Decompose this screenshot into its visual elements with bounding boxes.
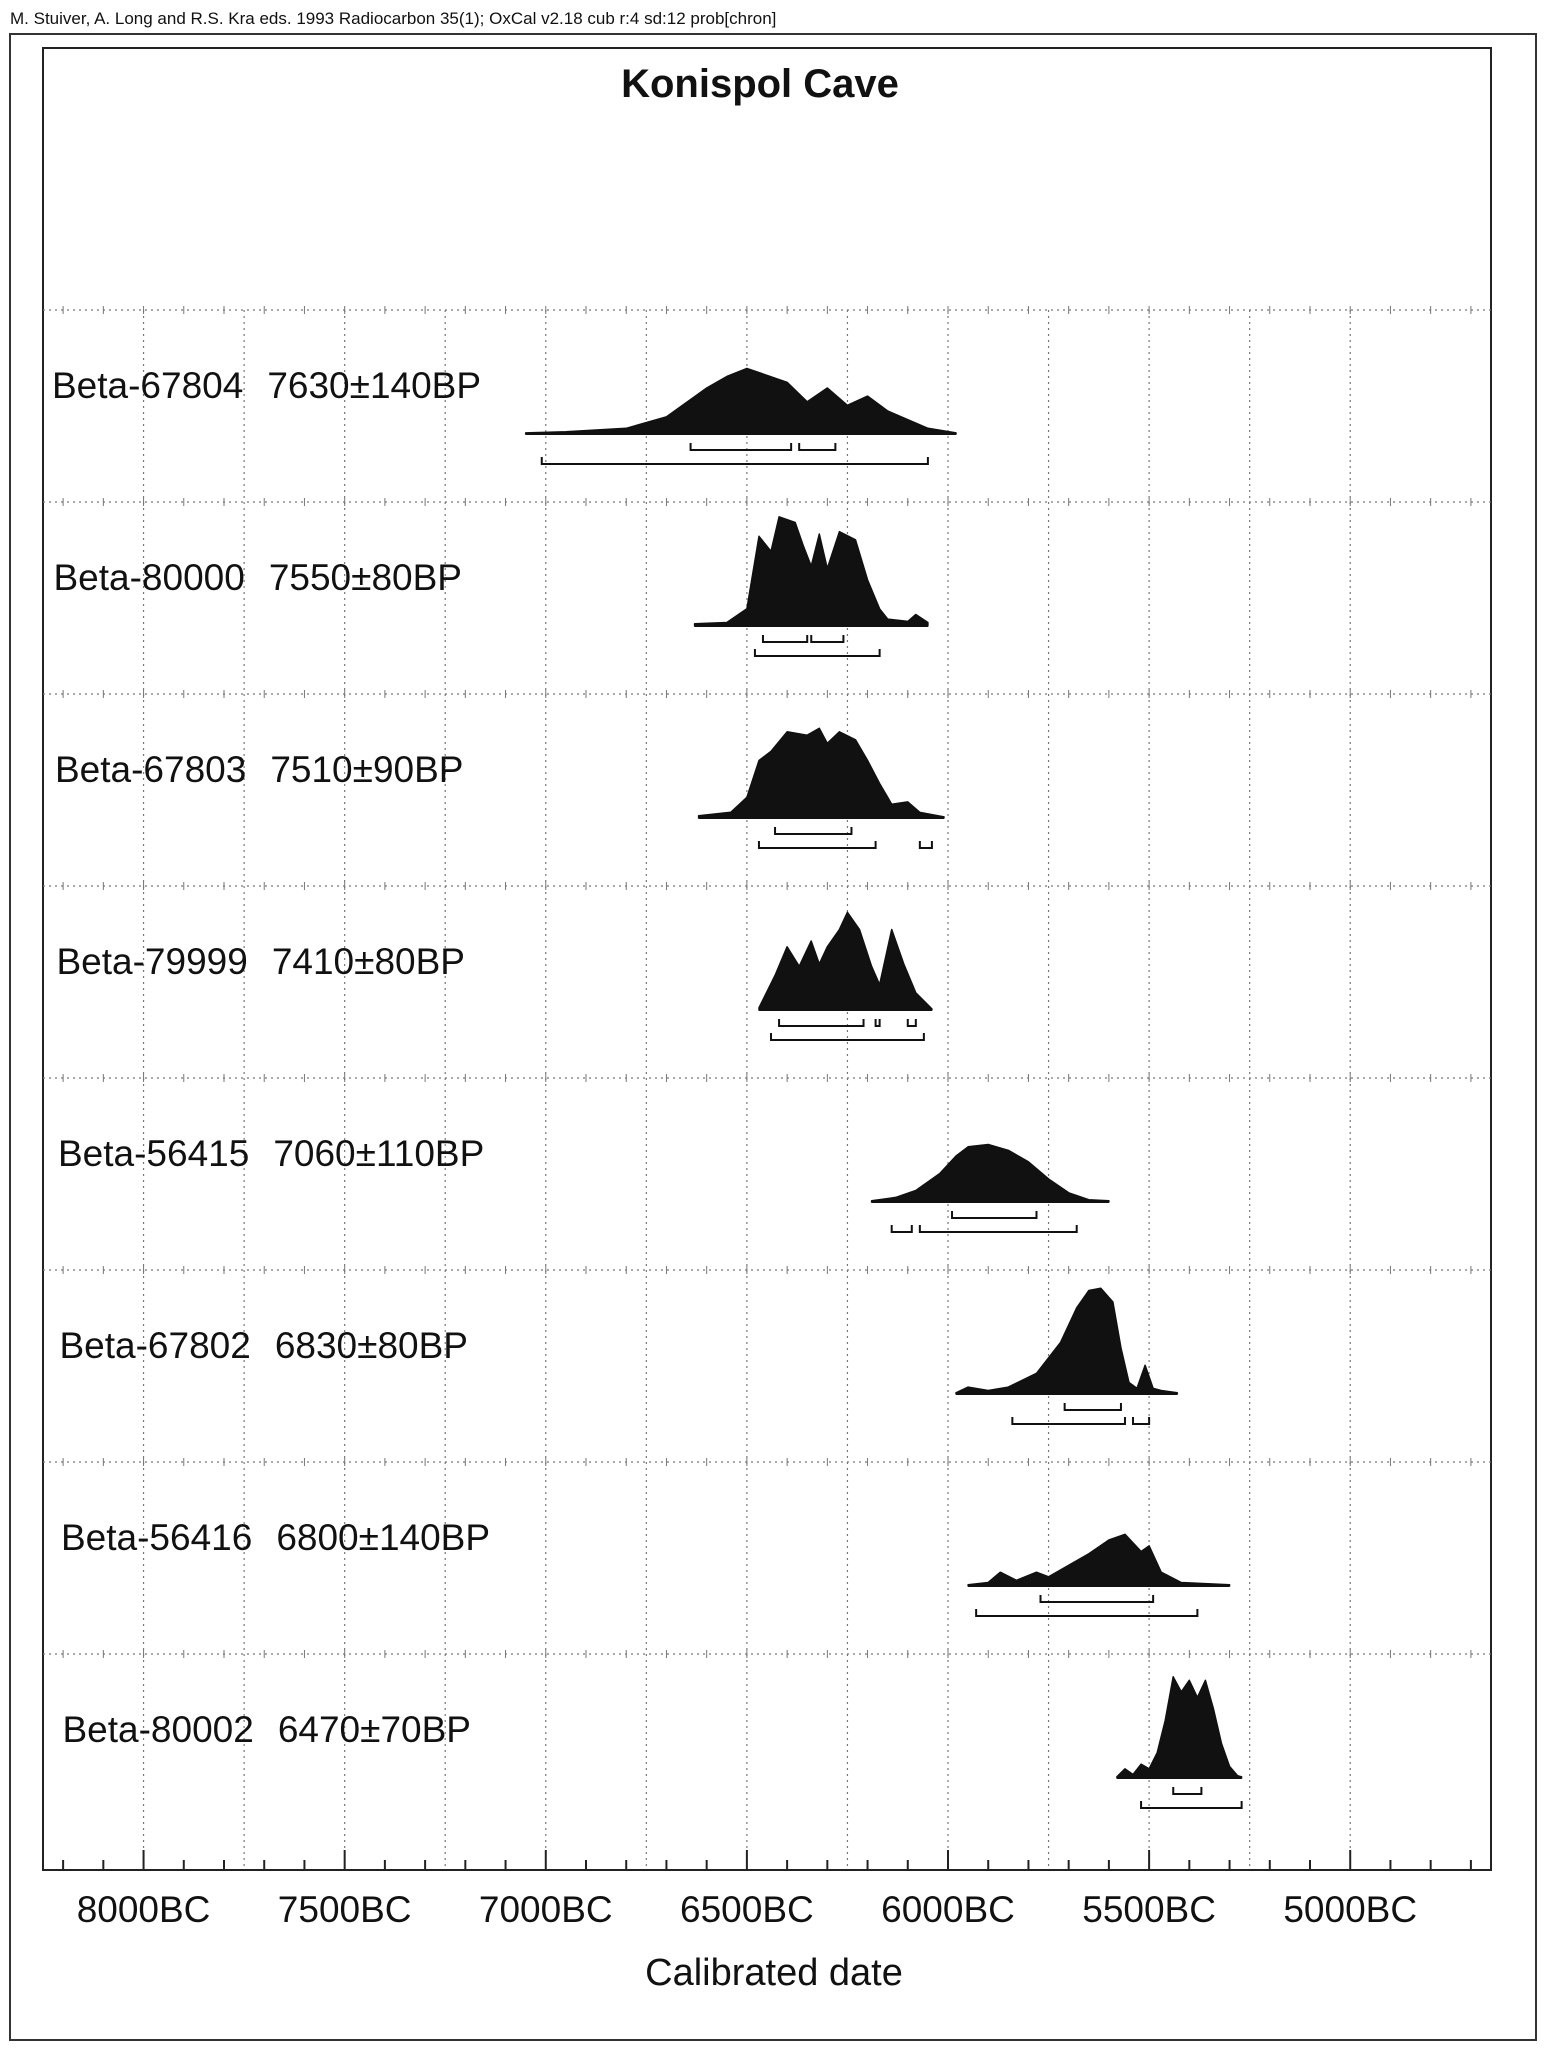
range-1sigma — [876, 1019, 880, 1026]
density-curve — [1117, 1677, 1242, 1778]
chart-title: Konispol Cave — [621, 62, 899, 106]
range-2sigma — [1133, 1417, 1149, 1424]
x-tick-label: 8000BC — [76, 1889, 211, 1930]
density-curve — [968, 1534, 1230, 1586]
range-1sigma — [811, 635, 843, 642]
series-Beta-80002 — [63, 1677, 1242, 1808]
series-Beta-80000 — [54, 517, 928, 656]
range-2sigma — [920, 1225, 1077, 1232]
series-age: 7550±80BP — [268, 557, 462, 598]
series-Beta-67804 — [52, 365, 956, 464]
range-1sigma — [775, 827, 851, 834]
series-age: 6830±80BP — [274, 1325, 468, 1366]
series-Beta-67803 — [55, 728, 944, 848]
density-curve — [956, 1288, 1177, 1394]
series-name: Beta-67804 — [52, 365, 244, 406]
range-2sigma — [1141, 1801, 1242, 1808]
plot-frame — [43, 48, 1491, 1870]
series-Beta-56416 — [61, 1517, 1230, 1616]
series-name: Beta-67802 — [59, 1325, 251, 1366]
density-curve — [526, 368, 956, 434]
series-name: Beta-56416 — [61, 1517, 253, 1558]
series-label — [60, 1325, 468, 1366]
series-age: 7060±110BP — [273, 1133, 485, 1174]
series-label — [61, 1517, 490, 1558]
x-tick-label: 5500BC — [1082, 1889, 1216, 1930]
range-2sigma — [542, 457, 928, 464]
series-Beta-67802 — [60, 1288, 1178, 1424]
range-2sigma — [920, 841, 932, 848]
series-label — [58, 1133, 484, 1174]
series-name: Beta-79999 — [56, 941, 248, 982]
range-1sigma — [1041, 1595, 1154, 1602]
series-age: 7630±140BP — [267, 365, 482, 406]
header-note: M. Stuiver, A. Long and R.S. Kra eds. 1993 Radiocarbon 35(1); OxCal v2.18 cub r:4 sd:12 prob[chron] — [10, 9, 777, 28]
series-name: Beta-80000 — [53, 557, 245, 598]
series-age: 6800±140BP — [276, 1517, 491, 1558]
series-label — [55, 749, 463, 790]
range-2sigma — [755, 649, 880, 656]
grid-layer — [43, 306, 1491, 1870]
series-age: 7410±80BP — [271, 941, 465, 982]
series-name: Beta-56415 — [58, 1133, 250, 1174]
series-label — [63, 1709, 471, 1750]
range-1sigma — [1173, 1787, 1201, 1794]
x-tick-label: 7000BC — [478, 1889, 613, 1930]
x-axis — [63, 1850, 1471, 1930]
range-1sigma — [952, 1211, 1036, 1218]
series-Beta-56415 — [58, 1133, 1109, 1232]
x-tick-label: 5000BC — [1283, 1889, 1418, 1930]
x-axis-label: Calibrated date — [645, 1952, 903, 1994]
x-tick-label: 6000BC — [881, 1889, 1015, 1930]
range-1sigma — [908, 1019, 916, 1026]
x-tick-label: 7500BC — [277, 1889, 412, 1930]
range-1sigma — [799, 443, 835, 450]
range-2sigma — [976, 1609, 1197, 1616]
x-tick-label: 6500BC — [680, 1889, 814, 1930]
range-2sigma — [892, 1225, 912, 1232]
series-label — [52, 365, 481, 406]
series-age: 6470±70BP — [277, 1709, 471, 1750]
range-1sigma — [763, 635, 807, 642]
range-2sigma — [759, 841, 876, 848]
density-curve — [695, 517, 928, 626]
density-curve — [699, 728, 944, 818]
density-curve — [872, 1145, 1109, 1203]
series-name: Beta-67803 — [55, 749, 247, 790]
density-curve — [759, 912, 932, 1010]
range-1sigma — [691, 443, 792, 450]
series-age: 7510±90BP — [270, 749, 464, 790]
series-name: Beta-80002 — [62, 1709, 254, 1750]
series-label — [54, 557, 462, 598]
range-2sigma — [1012, 1417, 1125, 1424]
range-1sigma — [1065, 1403, 1121, 1410]
range-1sigma — [779, 1019, 863, 1026]
series-Beta-79999 — [57, 912, 932, 1040]
series-label — [57, 941, 465, 982]
